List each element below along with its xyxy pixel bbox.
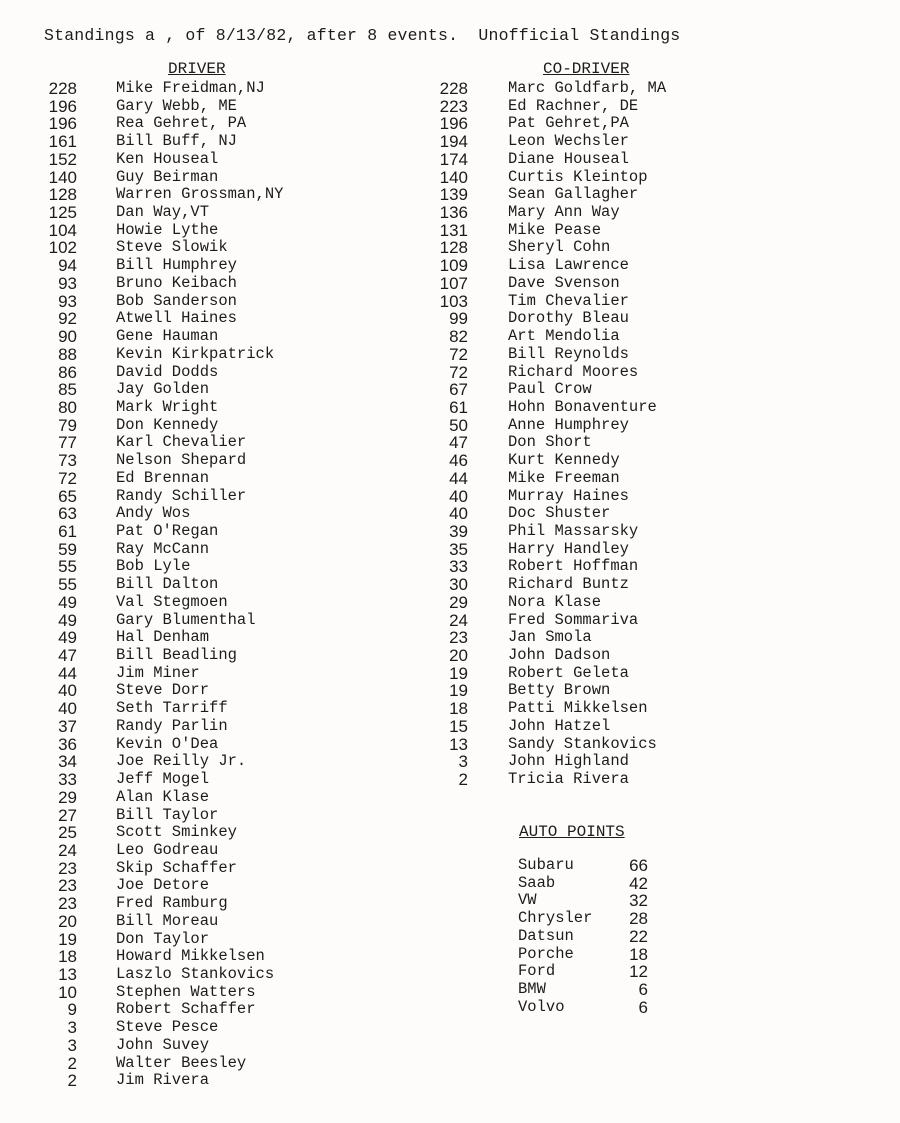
person-name: Nora Klase [508,592,602,611]
person-name: John Suvey [116,1035,210,1054]
points-value: 103 [439,291,468,311]
points-value: 9 [67,1000,77,1020]
points-value: 107 [439,273,468,293]
make-name: Ford [518,962,556,981]
points-value: 18 [449,699,468,719]
points-value: 40 [58,681,77,701]
person-name: Stephen Watters [116,982,256,1001]
person-name: Mike Freidman,NJ [116,79,265,97]
codriver-row [0,718,900,736]
codriver-row [0,594,900,612]
points-value: 22 [629,926,648,946]
person-name: Marc Goldfarb, MA [508,79,667,97]
points-value: 23 [58,894,77,914]
person-name: John Dadson [508,646,611,665]
points-value: 30 [449,575,468,595]
person-name: Bill Dalton [116,575,219,594]
person-name: Dorothy Bleau [508,309,629,328]
person-name: Sandy Stankovics [508,734,657,753]
page-title: Standings a , of 8/13/82, after 8 events. Unofficial Standings [44,26,681,45]
person-name: Howard Mikkelsen [116,947,265,966]
codriver-row [0,310,900,328]
codriver-row [0,576,900,594]
person-name: Bill Beadling [116,646,237,665]
points-value: 128 [439,238,468,258]
person-name: Jim Rivera [116,1071,210,1090]
person-name: Curtis Kleintop [508,167,648,186]
codriver-header: CO-DRIVER [543,60,630,78]
points-value: 35 [449,539,468,559]
points-value: 99 [449,309,468,329]
points-value: 72 [449,344,468,364]
person-name: Ray McCann [116,539,210,558]
person-name: Pat O'Regan [116,522,219,540]
points-value: 20 [58,911,77,931]
points-value: 139 [439,185,468,205]
codriver-row [0,771,900,789]
person-name: Patti Mikkelsen [508,699,648,718]
person-name: Bill Reynolds [508,344,629,363]
person-name: Nelson Shepard [116,451,247,470]
person-name: Gene Hauman [116,327,219,346]
person-name: Harry Handley [508,539,629,558]
make-name: Saab [518,873,556,892]
points-value: 63 [58,504,77,524]
driver-row [0,807,900,825]
person-name: Joe Reilly Jr. [116,752,247,771]
points-value: 39 [449,522,468,541]
points-value: 3 [458,752,468,772]
points-value: 28 [629,909,648,929]
codriver-row [0,417,900,435]
person-name: Mike Freeman [508,468,620,487]
points-value: 174 [439,149,468,169]
points-value: 228 [439,79,468,98]
driver-row [0,1072,900,1090]
person-name: John Highland [508,752,629,771]
person-name: Richard Buntz [508,575,629,594]
points-value: 23 [58,876,77,896]
person-name: Dave Svenson [508,273,620,292]
driver-row [0,1019,900,1037]
points-value: 196 [48,96,77,116]
person-name: Art Mendolia [508,327,620,346]
points-value: 3 [67,1035,77,1055]
codriver-row [0,612,900,630]
driver-header: DRIVER [168,60,226,78]
make-name: Volvo [518,997,565,1016]
person-name: Hal Denham [116,628,210,647]
points-value: 128 [48,185,77,205]
points-value: 67 [449,380,468,400]
points-value: 77 [58,433,77,453]
points-value: 49 [58,610,77,630]
person-name: Robert Schaffer [116,1000,256,1019]
codriver-row [0,629,900,647]
person-name: Phil Massarsky [508,522,639,540]
person-name: Randy Schiller [116,486,247,505]
points-value: 23 [449,628,468,648]
points-value: 44 [449,468,468,488]
person-name: Richard Moores [508,362,639,381]
codriver-row [0,186,900,204]
person-name: Bill Humphrey [116,256,237,275]
points-value: 32 [629,891,648,911]
codriver-row [0,364,900,382]
codriver-row [0,523,900,541]
person-name: Gary Webb, ME [116,96,237,115]
codriver-row [0,80,900,98]
points-value: 92 [58,309,77,329]
driver-row [0,824,900,842]
make-name: Subaru [518,856,574,874]
points-value: 2 [67,1053,77,1073]
points-value: 66 [629,856,648,875]
points-value: 161 [48,132,77,152]
person-name: Karl Chevalier [116,433,247,452]
driver-row [0,1055,900,1073]
person-name: Mary Ann Way [508,203,620,222]
auto-points-row [0,910,900,928]
points-value: 2 [67,1071,77,1091]
person-name: Sean Gallagher [508,185,639,204]
make-name: BMW [518,980,546,999]
codriver-row [0,665,900,683]
points-value: 223 [439,96,468,116]
person-name: John Hatzel [508,716,611,735]
codriver-row [0,151,900,169]
codriver-row [0,736,900,754]
person-name: Gary Blumenthal [116,610,256,629]
person-name: Steve Dorr [116,681,210,700]
person-name: Bob Sanderson [116,291,237,310]
points-value: 3 [67,1018,77,1038]
codriver-row [0,558,900,576]
person-name: Jim Miner [116,663,200,682]
points-value: 93 [58,273,77,293]
points-value: 102 [48,238,77,258]
person-name: Andy Wos [116,504,191,523]
person-name: Anne Humphrey [508,415,629,434]
person-name: Lisa Lawrence [508,256,629,275]
codriver-row [0,169,900,187]
person-name: Ken Houseal [116,149,219,168]
codriver-row [0,222,900,240]
person-name: Seth Tarriff [116,699,228,718]
points-value: 42 [629,873,648,893]
person-name: Joe Detore [116,876,210,895]
codriver-row [0,133,900,151]
points-value: 44 [58,663,77,683]
codriver-row [0,293,900,311]
person-name: Jay Golden [116,380,210,399]
person-name: Robert Hoffman [508,557,639,576]
person-name: Steve Pesce [116,1018,219,1037]
points-value: 73 [58,451,77,471]
points-value: 13 [58,965,77,984]
points-value: 24 [449,610,468,630]
person-name: Val Stegmoen [116,592,228,611]
points-value: 33 [449,557,468,577]
points-value: 6 [638,997,648,1017]
points-value: 109 [439,256,468,276]
person-name: Bruno Keibach [116,273,237,292]
person-name: Alan Klase [116,787,210,806]
points-value: 82 [449,327,468,347]
person-name: Warren Grossman,NY [116,185,284,204]
person-name: Don Short [508,433,592,452]
codriver-row [0,488,900,506]
person-name: Howie Lythe [116,220,219,239]
points-value: 24 [58,840,77,860]
points-value: 61 [58,522,77,541]
person-name: Ed Brennan [116,468,210,487]
person-name: Ed Rachner, DE [508,96,639,115]
points-value: 25 [58,823,77,843]
codriver-row [0,115,900,133]
points-value: 13 [449,734,468,754]
person-name: Rea Gehret, PA [116,114,247,133]
person-name: Bill Buff, NJ [116,132,237,151]
points-value: 65 [58,486,77,506]
points-value: 10 [58,982,77,1002]
person-name: Walter Beesley [116,1053,247,1072]
codriver-row [0,470,900,488]
points-value: 196 [48,114,77,134]
person-name: Tim Chevalier [508,291,629,310]
points-value: 136 [439,203,468,223]
person-name: Laszlo Stankovics [116,965,275,983]
codriver-row [0,541,900,559]
codriver-row [0,647,900,665]
codriver-row [0,434,900,452]
person-name: Betty Brown [508,681,611,700]
points-value: 40 [449,486,468,506]
points-value: 47 [58,646,77,666]
person-name: Kurt Kennedy [508,451,620,470]
codriver-row [0,204,900,222]
points-value: 19 [58,929,77,949]
person-name: Hohn Bonaventure [508,397,657,416]
person-name: Steve Slowik [116,238,228,257]
person-name: Kevin O'Dea [116,734,219,753]
codriver-row [0,753,900,771]
codriver-row [0,98,900,116]
person-name: Diane Houseal [508,149,629,168]
points-value: 72 [58,468,77,488]
person-name: Jeff Mogel [116,770,210,789]
points-value: 27 [58,805,77,825]
points-value: 40 [58,699,77,719]
person-name: Atwell Haines [116,309,237,328]
points-value: 228 [48,79,77,98]
points-value: 104 [48,220,77,240]
points-value: 93 [58,291,77,311]
points-value: 20 [449,646,468,666]
points-value: 18 [58,947,77,967]
person-name: Mike Pease [508,220,602,239]
points-value: 90 [58,327,77,347]
points-value: 94 [58,256,77,276]
points-value: 55 [58,557,77,577]
person-name: Mark Wright [116,397,219,416]
codriver-row [0,505,900,523]
person-name: Murray Haines [508,486,629,505]
points-value: 47 [449,433,468,453]
codriver-row [0,700,900,718]
make-name: VW [518,891,537,910]
person-name: Dan Way,VT [116,203,210,222]
codriver-row [0,257,900,275]
auto-points-row [0,981,900,999]
person-name: Leo Godreau [116,840,219,859]
points-value: 19 [449,663,468,683]
points-value: 152 [48,149,77,169]
person-name: Tricia Rivera [508,770,629,789]
codriver-row [0,682,900,700]
points-value: 15 [449,716,468,736]
auto-points-row [0,928,900,946]
person-name: Fred Sommariva [508,610,639,629]
points-value: 6 [638,980,648,1000]
person-name: Kevin Kirkpatrick [116,344,275,363]
points-value: 49 [58,628,77,648]
points-value: 59 [58,539,77,559]
driver-row [0,1037,900,1055]
points-value: 49 [58,592,77,612]
points-value: 29 [449,592,468,612]
points-value: 131 [439,220,468,240]
codriver-row [0,381,900,399]
points-value: 29 [58,787,77,807]
points-value: 50 [449,415,468,435]
person-name: Don Taylor [116,929,210,948]
codriver-row [0,399,900,417]
points-value: 140 [48,167,77,187]
person-name: Doc Shuster [508,504,611,523]
points-value: 36 [58,734,77,754]
points-value: 80 [58,397,77,417]
points-value: 85 [58,380,77,400]
codriver-row [0,275,900,293]
points-value: 12 [629,962,648,982]
person-name: Robert Geleta [508,663,629,682]
person-name: Guy Beirman [116,167,219,186]
person-name: Sheryl Cohn [508,238,611,257]
points-value: 2 [458,770,468,790]
person-name: Bill Moreau [116,911,219,930]
person-name: Bob Lyle [116,557,191,576]
codriver-row [0,452,900,470]
points-value: 33 [58,770,77,790]
auto-points-row [0,857,900,875]
points-value: 34 [58,752,77,772]
auto-points-row [0,963,900,981]
person-name: Skip Schaffer [116,858,237,877]
person-name: Pat Gehret,PA [508,114,629,133]
make-name: Porche [518,944,574,963]
points-value: 23 [58,858,77,878]
points-value: 37 [58,716,77,736]
points-value: 40 [449,504,468,524]
codriver-row [0,346,900,364]
points-value: 79 [58,415,77,435]
driver-row [0,789,900,807]
person-name: Randy Parlin [116,716,228,735]
auto-points-row [0,997,900,1020]
points-value: 19 [449,681,468,701]
person-name: Bill Taylor [116,805,219,824]
points-value: 196 [439,114,468,134]
person-name: Don Kennedy [116,415,219,434]
points-value: 55 [58,575,77,595]
person-name: Scott Sminkey [116,823,237,842]
points-value: 46 [449,451,468,471]
person-name: Jan Smola [508,628,592,647]
auto-points-row [0,892,900,910]
points-value: 86 [58,362,77,382]
points-value: 194 [439,132,468,152]
person-name: Fred Ramburg [116,894,228,913]
person-name: David Dodds [116,362,219,381]
points-value: 18 [629,944,648,964]
make-name: Chrysler [518,909,593,928]
auto-points-header: AUTO POINTS [519,823,625,841]
auto-points-row [0,873,900,896]
points-value: 140 [439,167,468,187]
person-name: Leon Wechsler [508,132,629,151]
codriver-row [0,239,900,257]
points-value: 88 [58,344,77,364]
person-name: Paul Crow [508,380,592,399]
auto-points-row [0,944,900,967]
codriver-row [0,328,900,346]
points-value: 61 [449,397,468,417]
points-value: 125 [48,203,77,223]
points-value: 72 [449,362,468,382]
make-name: Datsun [518,926,574,945]
